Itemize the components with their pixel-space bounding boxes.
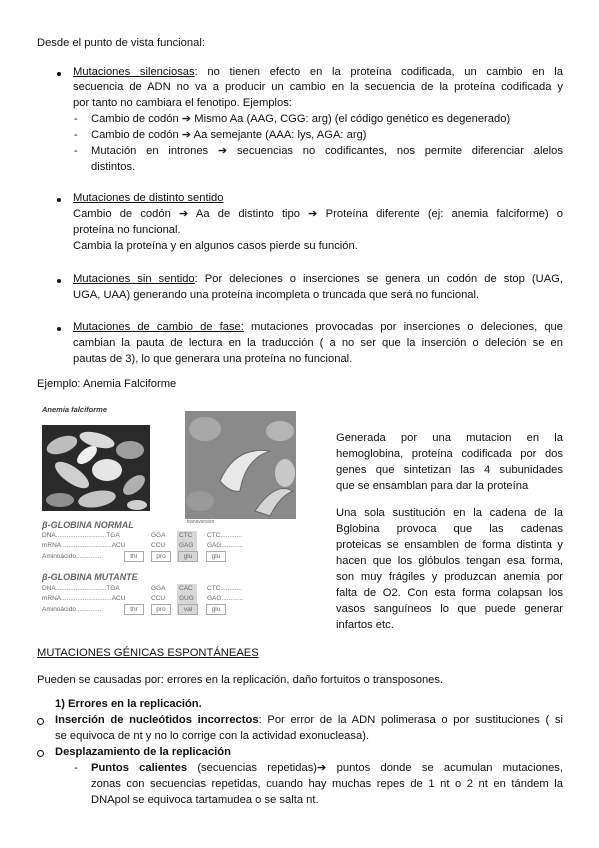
transversion-label: transversion xyxy=(187,519,215,525)
amino-acid-box: glu xyxy=(206,551,226,562)
mutant-globin-title: β-GLOBINA MUTANTE xyxy=(42,572,138,582)
amino-acid-box: pro xyxy=(151,551,171,562)
amino-acid-box: val xyxy=(178,604,198,615)
normal-dna-row: DNA............................TGA xyxy=(42,532,120,539)
dash-icon: - xyxy=(74,113,78,125)
codon-cell: CAC xyxy=(179,585,193,592)
puntos-line2: zonas con secuencias repetidas, cuando hay muchas repes de 1 nt o 2 nt en tándem la xyxy=(91,778,563,790)
amino-acid-box: thr xyxy=(124,604,144,615)
bullet-icon xyxy=(57,279,61,283)
codon-cell: GAG............ xyxy=(207,595,244,602)
silenciosas-sub1: Cambio de codón ➔ Mismo Aa (AAG, CGG: arg) (el código genético es degenerado) xyxy=(91,113,511,125)
sickle-cell-image xyxy=(185,411,296,519)
codon-cell: CTC............ xyxy=(207,585,243,592)
mutant-dna-row: DNA............................TGA xyxy=(42,585,120,592)
figure-title: Anemia falciforme xyxy=(42,405,108,414)
mutant-aa-row: Aminoácido.............. xyxy=(42,606,102,613)
side1-line: genes que sintetizan las 4 subunidades xyxy=(336,464,563,476)
side2-line: Bglobina provoca que las cadenas xyxy=(336,523,563,535)
codon-cell: GUG xyxy=(179,595,194,602)
desplazamiento-heading: Desplazamiento de la replicación xyxy=(55,746,231,758)
codon-cell: GAG xyxy=(179,542,194,549)
red-blood-cells-image xyxy=(42,425,150,511)
codon-cell: CCU xyxy=(151,542,166,549)
distinto-line1: Cambio de codón ➔ Aa de distinto tipo ➔ Proteína diferente (ej: anemia falciforme) o xyxy=(73,208,563,220)
causas-text: Pueden se causadas por: errores en la replicación, daño fortuitos o transposones. xyxy=(37,674,444,686)
amino-acid-box: glu xyxy=(206,604,226,615)
silenciosas-sub2: Cambio de codón ➔ Aa semejante (AAA: lys, AGA: arg) xyxy=(91,129,367,141)
codon-cell: CCU xyxy=(151,595,166,602)
circle-bullet-icon xyxy=(37,750,44,757)
silenciosas-sub3a: Mutación en intrones ➔ secuencias no codificantes, nos permite diferenciar alelos xyxy=(91,145,563,157)
codon-cell: CTC............ xyxy=(207,532,243,539)
distinto-term: Mutaciones de distinto sentido xyxy=(73,192,224,204)
puntos-line3: DNApol se equivoca tartamudea o se salta nt. xyxy=(91,794,319,806)
anemia-figure xyxy=(36,402,324,624)
silenciosas-line3: por tanto no cambiara el fenotipo. Ejemplos: xyxy=(73,97,292,109)
amino-acid-box: glu xyxy=(178,551,198,562)
mutant-mrna-row: mRNA............................ACU xyxy=(42,595,126,602)
side2-line: falta de O2. Con esta forma colapsan los xyxy=(336,587,563,599)
fase-line1: Mutaciones de cambio de fase: mutaciones provocadas por inserciones o deleciones, que xyxy=(73,321,563,333)
codon-cell: GAG............ xyxy=(207,542,244,549)
normal-aa-row: Aminoácido.............. xyxy=(42,553,102,560)
bullet-icon xyxy=(57,198,61,202)
ejemplo-text: Ejemplo: Anemia Falciforme xyxy=(37,378,177,390)
dash-icon: - xyxy=(74,129,78,141)
side2-line: infartos etc. xyxy=(336,619,394,631)
codon-cell: GGA xyxy=(151,585,166,592)
silenciosas-line2: secuencia de ADN no va a producir un cambio en la secuencia de la proteína codificada y xyxy=(73,81,563,93)
side1-line: hemoglobina, proteína codificada por dos xyxy=(336,448,563,460)
bullet-icon xyxy=(57,327,61,331)
silenciosas-sub3b: distintos. xyxy=(91,161,136,173)
side2-line: proteicas se ensamblen de forma distinta y xyxy=(336,539,563,551)
side2-line: son muy frágiles y produzcan anemia por xyxy=(336,571,563,583)
sinsentido-line1: Mutaciones sin sentido: Por deleciones o inserciones se genera un codón de stop (UAG, xyxy=(73,273,563,285)
distinto-line3: Cambia la proteína y en algunos casos pierde su función. xyxy=(73,240,358,252)
normal-globin-title: β-GLOBINA NORMAL xyxy=(42,520,134,530)
side1-line: que se ensamblan para dar la proteína xyxy=(336,480,529,492)
side2-line: hacen que los glóbulos tengan esa forma, xyxy=(336,555,563,567)
insercion-line2: se equivoca de nt y no lo corrige con la actividad exonucleasa). xyxy=(55,730,370,742)
puntos-line1: Puntos calientes (secuencias repetidas)➔ puntos donde se acumulan mutaciones, xyxy=(91,762,564,774)
circle-bullet-icon xyxy=(37,718,44,725)
side2-line: vasos sanguíneos lo que puede generar xyxy=(336,603,563,615)
codon-cell: GGA xyxy=(151,532,166,539)
side2-line: Una sola sustitución en la cadena de la xyxy=(336,507,563,519)
distinto-line2: proteína no funcional. xyxy=(73,224,181,236)
fase-line3: pautas de 3), lo que generara una proteína no funcional. xyxy=(73,353,353,365)
amino-acid-box: pro xyxy=(151,604,171,615)
amino-acid-box: thr xyxy=(124,551,144,562)
bullet-icon xyxy=(57,72,61,76)
side1-line: Generada por una mutacion en la xyxy=(336,432,563,444)
dash-icon: - xyxy=(74,145,78,157)
errores-heading: 1) Errores en la replicación. xyxy=(55,698,202,710)
section-heading: MUTACIONES GÉNICAS ESPONTÁNEAES xyxy=(37,647,259,659)
intro-text: Desde el punto de vista funcional: xyxy=(37,37,205,49)
normal-mrna-row: mRNA............................ACU xyxy=(42,542,126,549)
fase-line2: cambian la pauta de lectura en la traducción ( a no ser que la inserción o deleción se en xyxy=(73,337,563,349)
dash-icon: - xyxy=(74,762,78,774)
sinsentido-line2: UGA, UAA) generando una proteína incompleta o truncada que será no funcional. xyxy=(73,289,480,301)
silenciosas-line1: Mutaciones silenciosas: no tienen efecto en la proteína codificada, un cambio en la xyxy=(73,66,563,78)
insercion-line1: Inserción de nucleótidos incorrectos: Por error de la ADN polimerasa o por sustituciones ( si xyxy=(55,714,563,726)
codon-cell: CTC xyxy=(179,532,193,539)
